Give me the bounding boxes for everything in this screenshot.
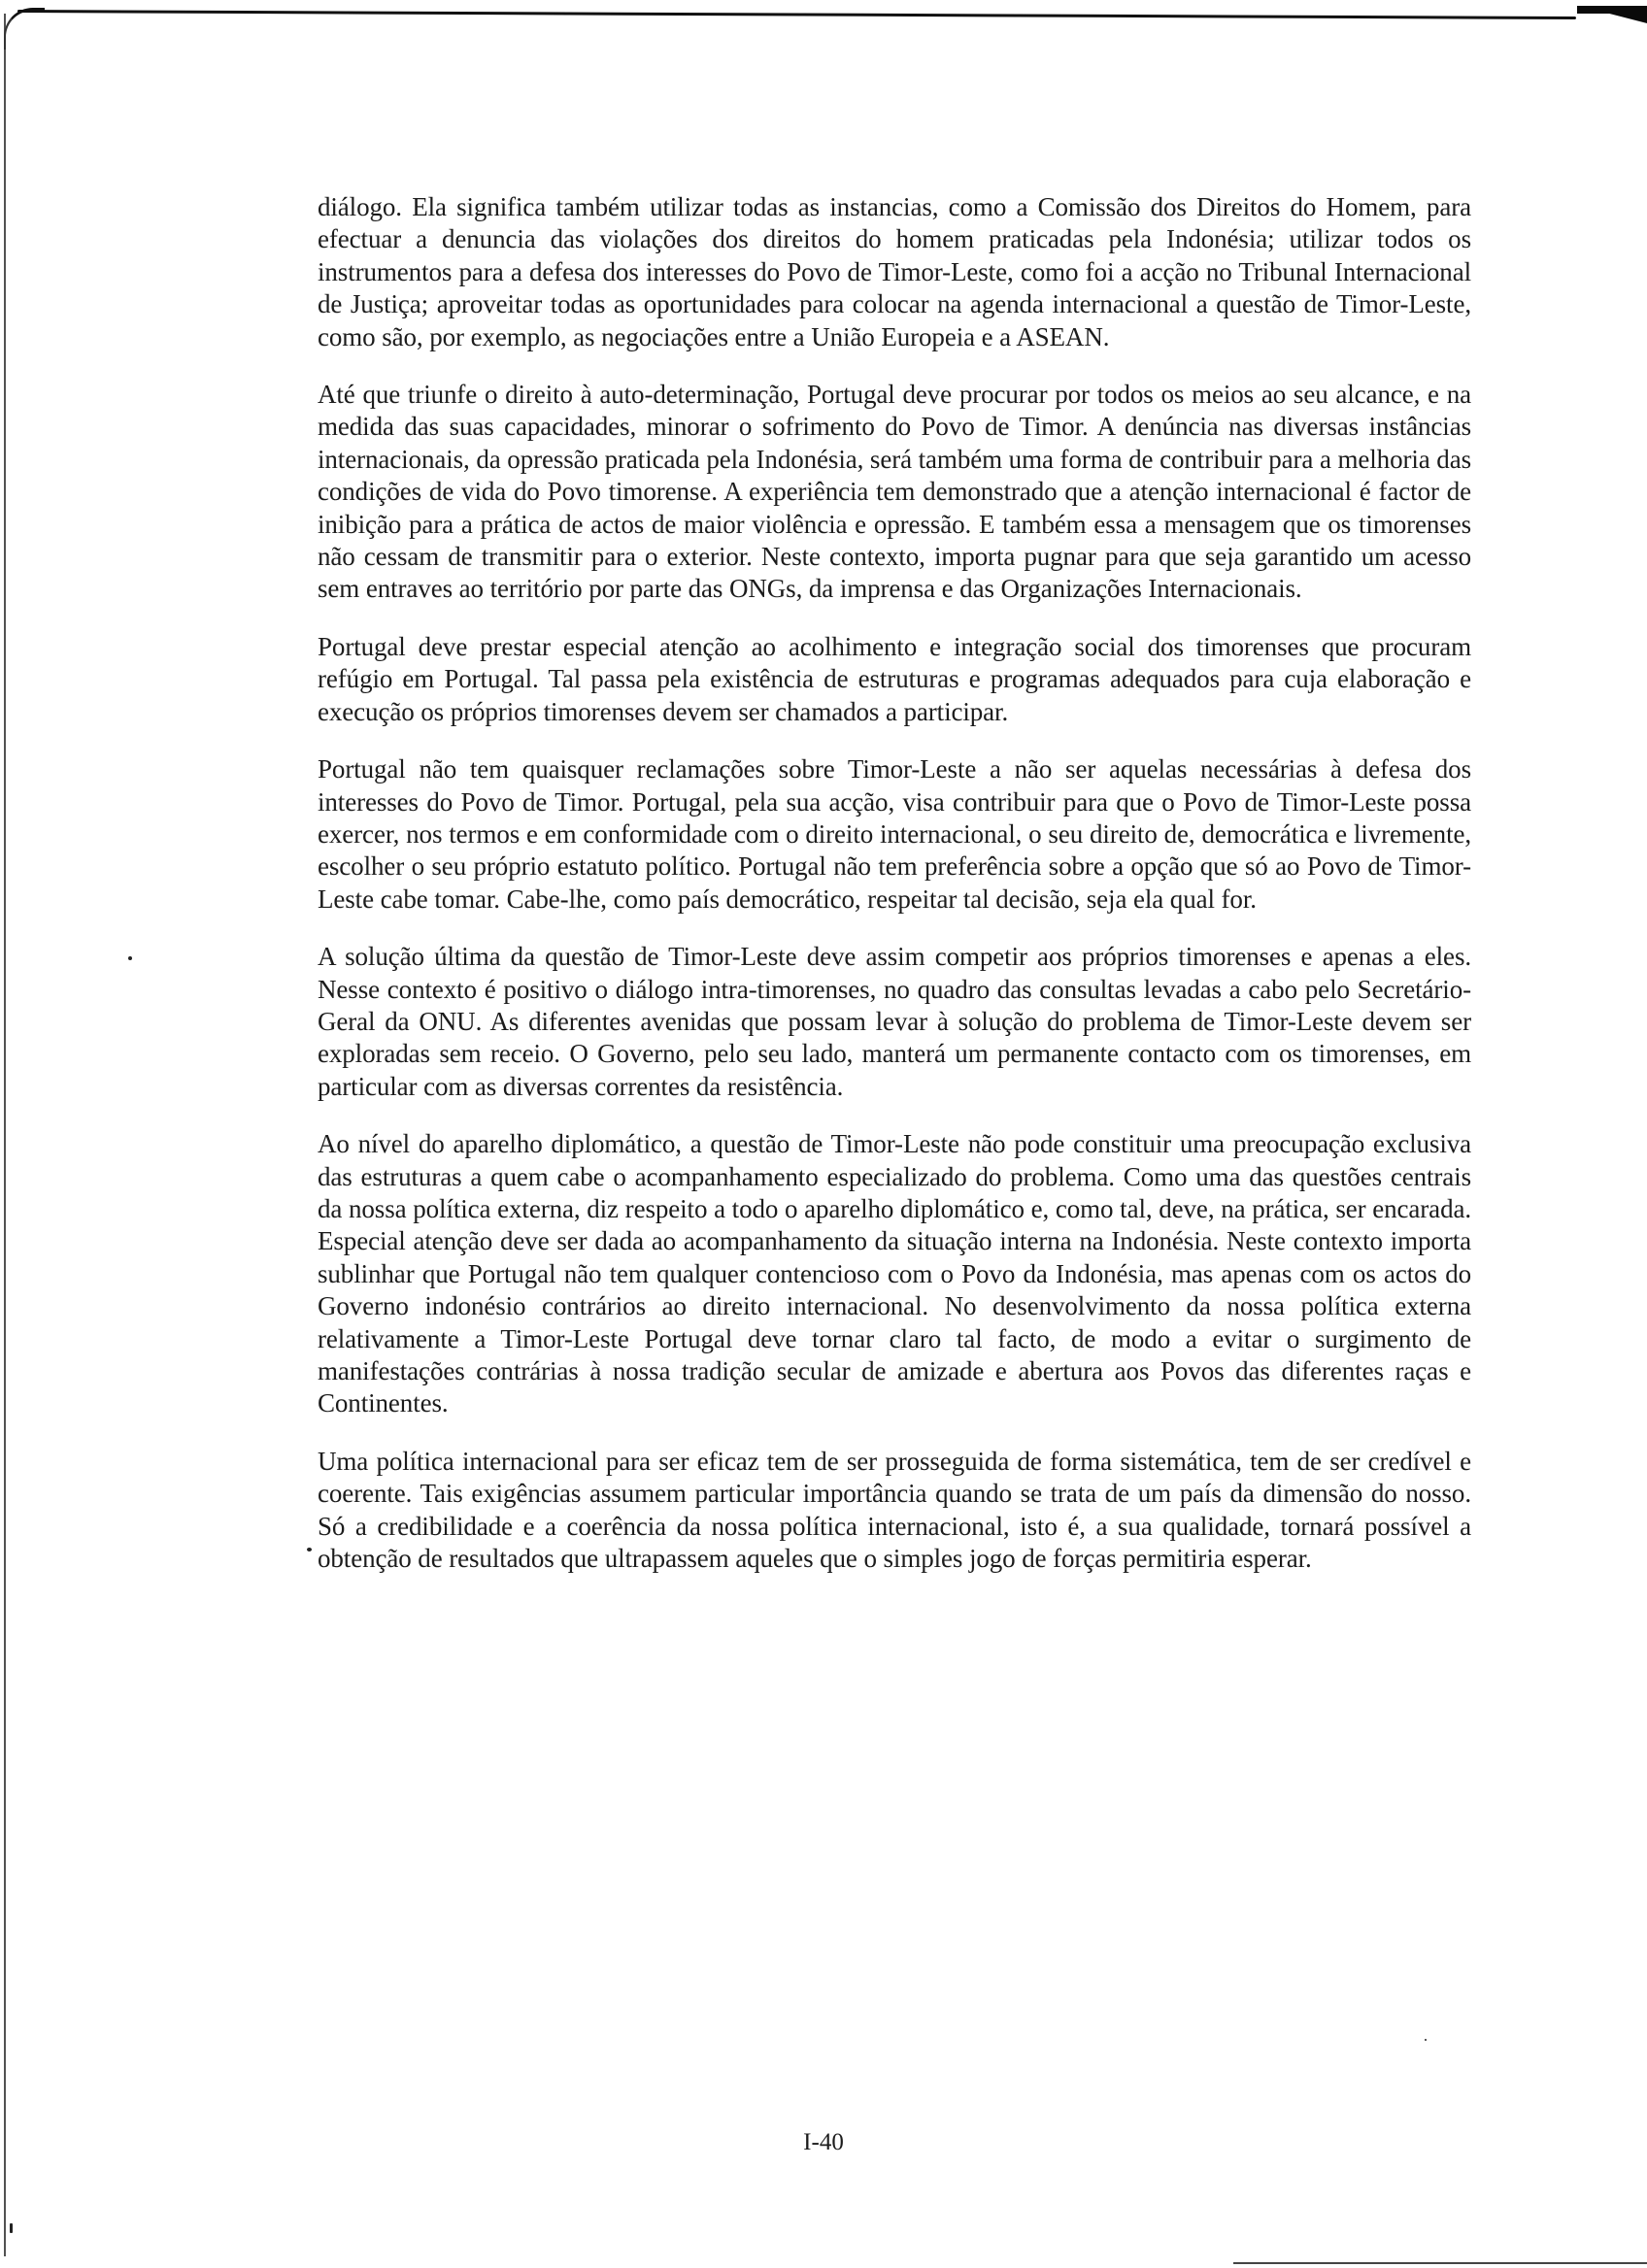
- body-paragraph: Ao nível do aparelho diplomático, a questão de Timor-Leste não pode constituir uma preocupação exclusiva das estruturas a quem cabe o acompanhamento especializado do problema. Como uma das questões centrais da nossa política externa, diz respeito a todo o aparelho diplomático e, como tal, deve, na prática, ser encarada. Especial atenção deve ser dada ao acompanhamento da situação interna na Indonésia. Neste contexto importa sublinhar que Portugal não tem qualquer contencioso com o Povo da Indonésia, mas apenas com os actos do Governo indonésio contrários ao direito internacional. No desenvolvimento da nossa política externa relativamente a Timor-Leste Portugal deve tornar claro tal facto, de modo a evitar o surgimento de manifestações contrárias à nossa tradição secular de amizade e abertura aos Povos das diferentes raças e Continentes.: [318, 1129, 1471, 1418]
- scan-edge-corner: [4, 8, 45, 50]
- scan-edge-left: [4, 14, 6, 2256]
- body-paragraph: Até que triunfe o direito à auto-determinação, Portugal deve procurar por todos os meios ao seu alcance, e na medida das suas capacidades, minorar o sofrimento do Povo de Timor. A denúncia nas diversas instâncias internacionais, da opressão praticada pela Indonésia, será também uma forma de contribuir para a melhoria das condições de vida do Povo timorense. A experiência tem demonstrado que a atenção internacional é factor de inibição para a prática de actos de maior violência e opressão. E também essa a mensagem que os timorenses não cessam de transmitir para o exterior. Neste contexto, importa pugnar para que seja garantido um acesso sem entraves ao território por parte das ONGs, da imprensa e das Organizações Internacionais.: [318, 380, 1471, 604]
- scan-speck: [10, 2223, 13, 2233]
- scan-speck: [307, 1548, 312, 1551]
- body-paragraph: A solução última da questão de Timor-Leste deve assim competir aos próprios timorenses e apenas a eles. Nesse contexto é positivo o diálogo intra-timorenses, no quadro das consultas levadas a cabo pelo Secretário-Geral da ONU. As diferentes avenidas que possam levar à solução do problema de Timor-Leste devem ser exploradas sem receio. O Governo, pelo seu lado, manterá um permanente contacto com os timorenses, em particular com as diversas correntes da resistência.: [318, 942, 1471, 1101]
- scan-edge-bottom: [1233, 2262, 1647, 2264]
- body-paragraph: Portugal deve prestar especial atenção ao acolhimento e integração social dos timorenses que procuram refúgio em Portugal. Tal passa pela existência de estruturas e programas adequados para cuja elaboração e execução os próprios timorenses devem ser chamados a participar.: [318, 631, 1471, 726]
- body-paragraph: Portugal não tem quaisquer reclamações sobre Timor-Leste a não ser aquelas necessárias à defesa dos interesses do Povo de Timor. Portugal, pela sua acção, visa contribuir para que o Povo de Timor-Leste possa exercer, nos termos e em conformidade com o direito internacional, o seu direito de, democrática e livremente, escolher o seu próprio estatuto político. Portugal não tem preferência sobre a opção que só ao Povo de Timor-Leste cabe tomar. Cabe-lhe, como país democrático, respeitar tal decisão, seja ela qual for.: [318, 754, 1471, 914]
- document-body: [318, 191, 1471, 1600]
- body-paragraph: Uma política internacional para ser eficaz tem de ser prosseguida de forma sistemática, tem de ser credível e coerente. Tais exigências assumem particular importância quando se trata de um país da dimensão do nosso. Só a credibilidade e a coerência da nossa política internacional, isto é, a sua qualidade, tornará possível a obtenção de resultados que ultrapassem aqueles que o simples jogo de forças permitiria esperar.: [318, 1446, 1471, 1574]
- scan-edge-tab-corner: [1579, 6, 1647, 23]
- scan-speck: [1425, 2039, 1427, 2041]
- scan-edge-top: [17, 10, 1576, 19]
- body-paragraph: diálogo. Ela significa também utilizar todas as instancias, como a Comissão dos Direitos do Homem, para efectuar a denuncia das violações dos direitos do homem praticadas pela Indonésia; utilizar todos os instrumentos para a defesa dos interesses do Povo de Timor-Leste, como foi a acção no Tribunal Internacional de Justiça; aproveitar todas as oportunidades para colocar na agenda internacional a questão de Timor-Leste, como são, por exemplo, as negociações entre a União Europeia e a ASEAN.: [318, 192, 1471, 351]
- page-number: I-40: [803, 2129, 844, 2155]
- scan-speck: [128, 956, 132, 960]
